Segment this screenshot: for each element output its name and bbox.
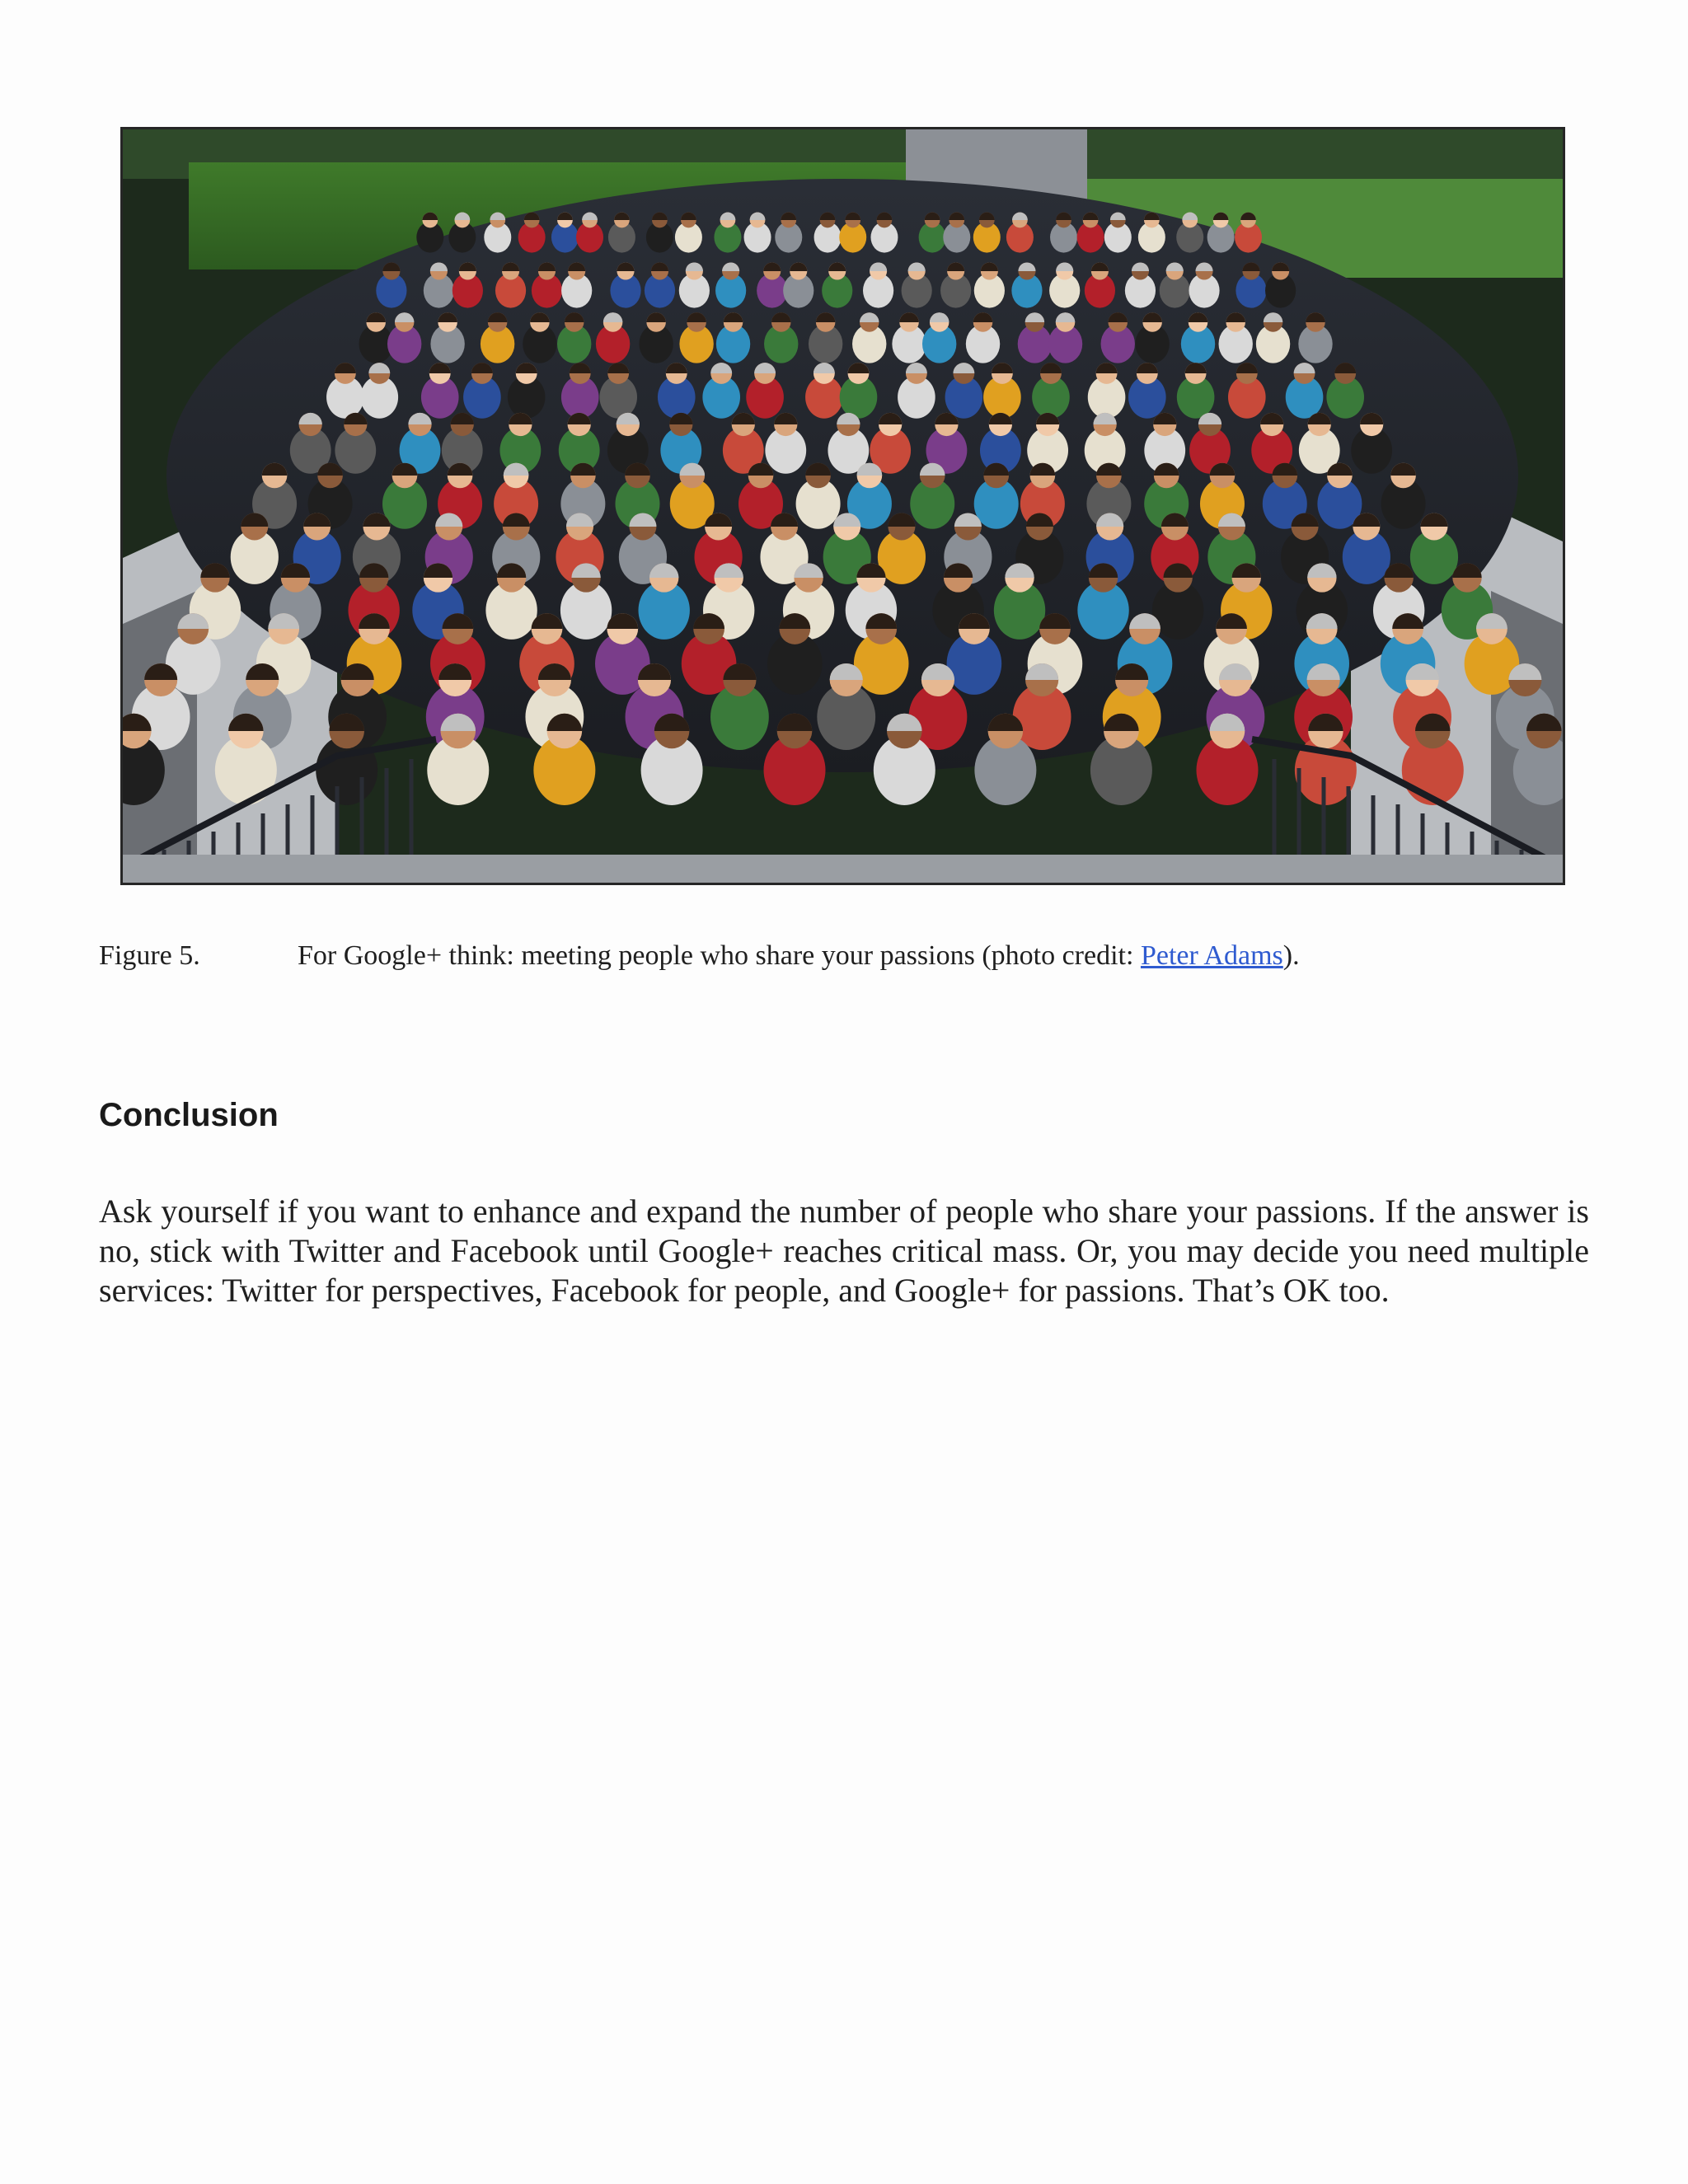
caption-closing: ). (1282, 940, 1300, 971)
section-heading: Conclusion (99, 1097, 279, 1133)
group-photo (120, 127, 1565, 885)
caption-text: For Google+ think: meeting people who share your passions (photo credit: (298, 940, 1141, 971)
figure-number: Figure 5. (99, 940, 200, 971)
figure-caption-text (298, 938, 1300, 974)
group-photo-illustration (123, 129, 1563, 883)
photo-credit-link[interactable]: Peter Adams (1140, 940, 1283, 971)
conclusion-paragraph: Ask yourself if you want to enhance and expand the number of people who share your passions. If the answer is no, stick with Twitter and Facebook until Google+ reaches critical mass. Or, you may decide you need multiple services: Twitter for perspectives, Facebook for people, and Google+ for passions. That’s OK too. (99, 1193, 1589, 1309)
